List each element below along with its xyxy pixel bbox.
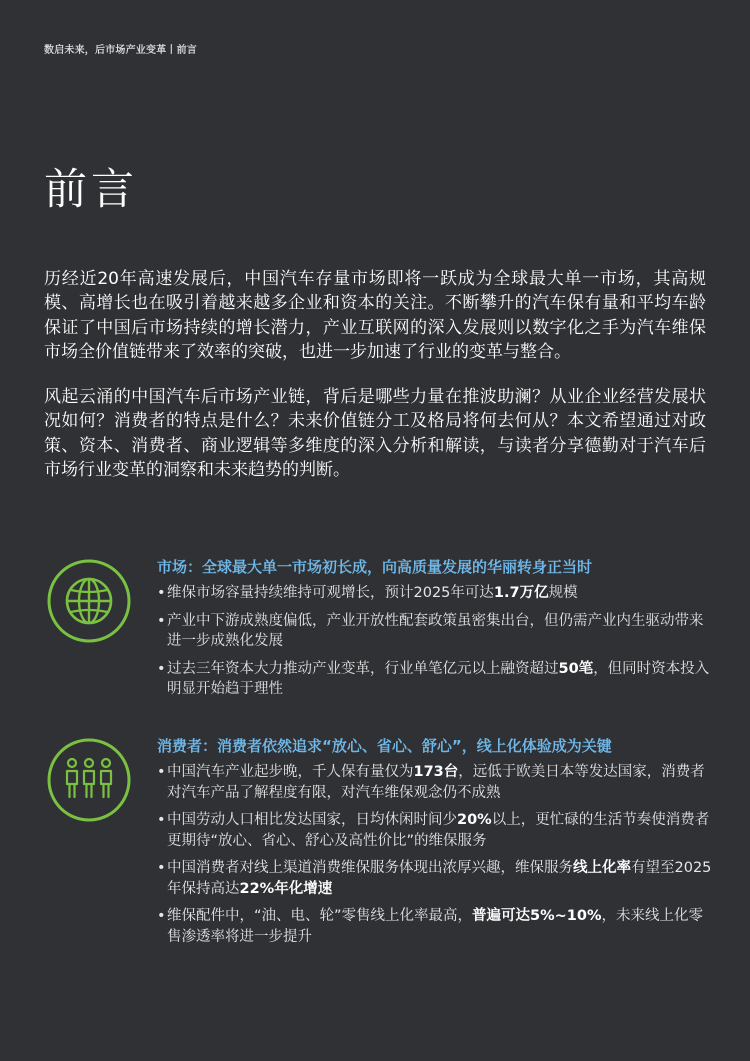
list-item: • 维保配件中，“油、电、轮”零售线上化率最高，普遍可达5%~10%，未来线上化零售渗透率将进一步提升 [157,906,717,947]
running-header: 数启未来，后市场产业变革丨前言 [44,45,197,56]
list-item: • 中国消费者对线上渠道消费维保服务体现出浓厚兴趣，维保服务线上化率有望至2025年保持高达22%年化增速 [157,858,717,899]
people-group-icon [46,737,132,823]
intro-paragraph: 风起云涌的中国汽车后市场产业链，背后是哪些力量在推波助澜？从业企业经营发展状况如何？消费者的特点是什么？未来价值链分工及格局将何去何从？本文希望通过对政策、资本、消费者、商业逻辑等多维度的深入分析和解读，与读者分享德勤对于汽车后市场行业变革的洞察和未来趋势的判断。 [44,387,706,481]
intro-text [44,267,706,503]
market-bullet-list [157,583,717,700]
list-item: • 产业中下游成熟度偏低，产业开放性配套政策虽密集出台，但仍需产业内生驱动带来进一步成熟化发展 [157,611,717,652]
intro-paragraph: 历经近20年高速发展后，中国汽车存量市场即将一跃成为全球最大单一市场，其高规模、高增长也在吸引着越来越多企业和资本的关注。不断攀升的汽车保有量和平均车龄保证了中国后市场持续的增长潜力，产业互联网的深入发展则以数字化之手为汽车维保市场全价值链带来了效率的突破，也进一步加速了行业的变革与整合。 [44,269,706,362]
consumer-heading: 消费者：消费者依然追求“放心、省心、舒心”，线上化体验成为关键 [157,737,612,755]
list-item: • 维保市场容量持续维持可观增长，预计2025年可达1.7万亿规模 [157,583,717,604]
page-title: 前言 [44,165,138,215]
consumer-bullet-list [157,762,717,947]
list-item: • 中国汽车产业起步晚，千人保有量仅为173台，远低于欧美日本等发达国家，消费者对汽车产品了解程度有限，对汽车维保观念仍不成熟 [157,762,717,803]
list-item: • 过去三年资本大力推动产业变革，行业单笔亿元以上融资超过50笔，但同时资本投入明显开始趋于理性 [157,659,717,700]
list-item: • 中国劳动人口相比发达国家，日均休闲时间少20%以上，更忙碌的生活节奏使消费者更期待“放心、省心、舒心及高性价比”的维保服务 [157,810,717,851]
market-heading: 市场：全球最大单一市场初长成，向高质量发展的华丽转身正当时 [157,558,593,576]
globe-icon [46,558,132,644]
